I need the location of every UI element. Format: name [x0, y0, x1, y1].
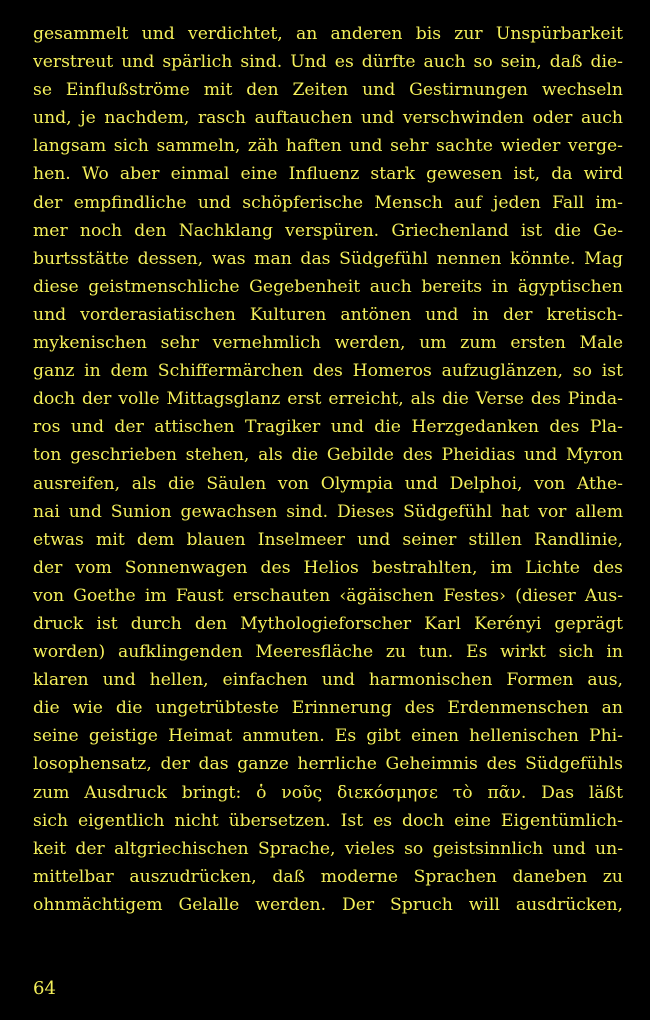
- text-line-13: ganz in dem Schiffermärchen des Homeros aufzuglänzen, so ist: [33, 361, 623, 382]
- text-line-28: zum Ausdruck bringt: ὁ νοῦς διεκόσμησε τὸ πᾶν. Das läßt: [33, 782, 623, 803]
- text-line-23: worden) aufklingenden Meeresfläche zu tun. Es wirkt sich in: [33, 642, 623, 663]
- text-line-14: doch der volle Mittagsglanz erst erreicht, als die Verse des Pinda-: [33, 389, 623, 410]
- text-line-20: der vom Sonnenwagen des Helios bestrahlten, im Lichte des: [33, 557, 623, 578]
- text-line-22: druck ist durch den Mythologieforscher Karl Kerényi geprägt: [33, 613, 623, 634]
- text-line-29: sich eigentlich nicht übersetzen. Ist es doch eine Eigentümlich-: [33, 810, 623, 831]
- text-line-3: se Einflußströme mit den Zeiten und Gestirnungen wechseln: [33, 80, 623, 101]
- text-line-15: ros und der attischen Tragiker und die Herzgedanken des Pla-: [33, 417, 623, 438]
- text-line-7: der empfindliche und schöpferische Mensch auf jeden Fall im-: [33, 192, 623, 213]
- text-line-30: keit der altgriechischen Sprache, vieles so geistsinnlich und un-: [33, 838, 623, 859]
- text-line-24: klaren und hellen, einfachen und harmonischen Formen aus,: [33, 670, 623, 691]
- text-line-32: ohnmächtigem Gelalle werden. Der Spruch will ausdrücken,: [33, 894, 623, 915]
- text-line-9: burtsstätte dessen, was man das Südgefühl nennen könnte. Mag: [33, 248, 623, 269]
- text-line-11: und vorderasiatischen Kulturen antönen und in der kretisch-: [33, 304, 623, 325]
- text-line-12: mykenischen sehr vernehmlich werden, um zum ersten Male: [33, 333, 623, 354]
- text-line-2: verstreut und spärlich sind. Und es dürfte auch so sein, daß die-: [33, 52, 623, 73]
- text-line-5: langsam sich sammeln, zäh haften und sehr sachte wieder verge-: [33, 136, 623, 157]
- text-line-6: hen. Wo aber einmal eine Influenz stark gewesen ist, da wird: [33, 164, 623, 185]
- page-number: 64: [33, 978, 56, 999]
- text-line-25: die wie die ungetrübteste Erinnerung des Erdenmenschen an: [33, 698, 623, 719]
- text-line-27: losophensatz, der das ganze herrliche Geheimnis des Südgefühls: [33, 754, 623, 775]
- text-line-10: diese geistmenschliche Gegebenheit auch bereits in ägyptischen: [33, 276, 623, 297]
- text-line-18: nai und Sunion gewachsen sind. Dieses Südgefühl hat vor allem: [33, 501, 623, 522]
- text-line-19: etwas mit dem blauen Inselmeer und seiner stillen Randlinie,: [33, 529, 623, 550]
- text-line-31: mittelbar auszudrücken, daß moderne Sprachen daneben zu: [33, 866, 623, 887]
- text-line-21: von Goethe im Faust erschauten ‹ägäischen Festes› (dieser Aus-: [33, 585, 623, 606]
- text-line-4: und, je nachdem, rasch auftauchen und verschwinden oder auch: [33, 108, 623, 129]
- text-line-26: seine geistige Heimat anmuten. Es gibt einen hellenischen Phi-: [33, 726, 623, 747]
- text-line-17: ausreifen, als die Säulen von Olympia und Delphoi, von Athe-: [33, 473, 623, 494]
- body-text: [33, 20, 623, 919]
- text-line-16: ton geschrieben stehen, als die Gebilde des Pheidias und Myron: [33, 445, 623, 466]
- text-line-8: mer noch den Nachklang verspüren. Griechenland ist die Ge-: [33, 220, 623, 241]
- text-line-1: gesammelt und verdichtet, an anderen bis zur Unspürbarkeit: [33, 24, 623, 44]
